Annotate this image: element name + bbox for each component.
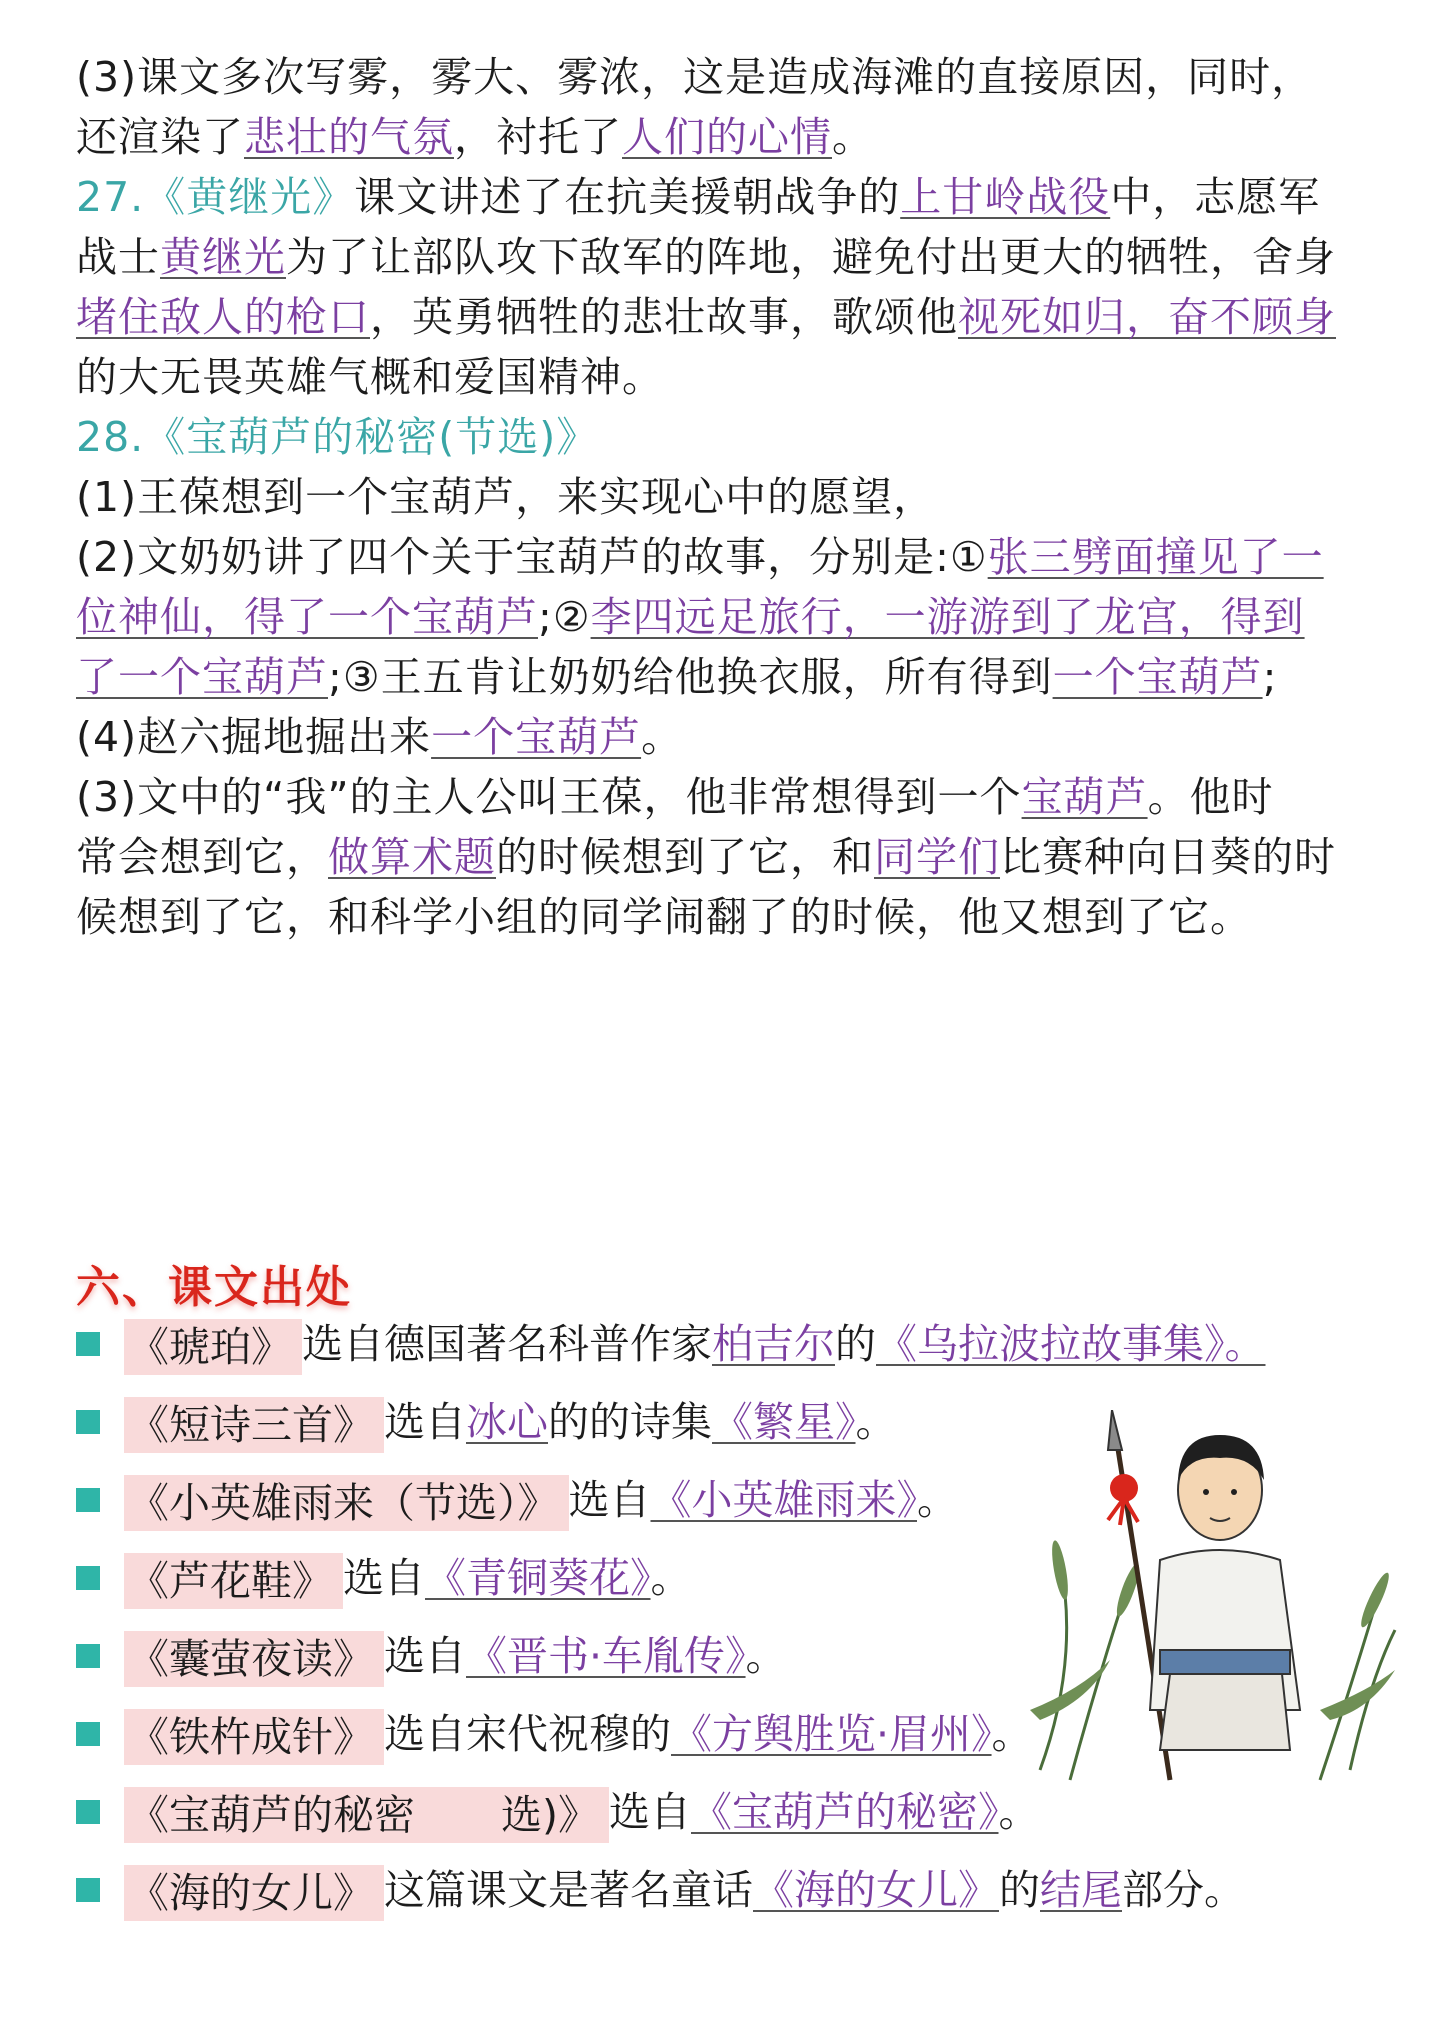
body-text: 。他时 [1147,773,1274,821]
body-text: (4)赵六掘地掘出来 [76,713,432,761]
body-text: 。 [917,1476,958,1524]
teal-square-icon [76,1488,100,1512]
lesson-title [124,1787,609,1843]
body-text: 候想到了它，和科学小组的同学闹翻了的时候，他又想到了它。 [76,893,1252,941]
lesson-title-text: 《芦花鞋》 [128,1557,333,1605]
teal-square-icon [76,1410,100,1434]
body-text: 还渲染了 [76,113,244,161]
source-item [76,1858,1378,1922]
text-line [76,878,1378,956]
answer-text: 张三劈面撞见了一 [987,533,1324,581]
section-title: 六、课文出处 [76,1262,352,1313]
body-text: 选自 [343,1554,425,1602]
answer-text: 做算术题 [328,833,496,881]
body-text: 。 [641,713,684,761]
teal-square-icon [76,1878,100,1902]
lesson-title [124,1319,302,1375]
body-text: (1)王葆想到一个宝葫芦，来实现心中的愿望， [76,473,936,521]
body-text: 选自 [568,1476,651,1524]
answer-text: 《繁星》 [712,1398,856,1446]
boy-with-spear-illustration [1020,1410,1400,1790]
lesson-title-text: 《铁杵成针》 [128,1713,374,1761]
body-text: 部分。 [1122,1866,1245,1914]
answer-text: 冰心 [466,1398,548,1446]
answer-text: 李四远足旅行，一游游到了龙宫，得到 [590,593,1305,641]
lesson-title-text: 《小英雄雨来（节选）》 [128,1479,559,1527]
body-text: (2)文奶奶讲了四个关于宝葫芦的故事，分别是:① [76,533,988,581]
body-text: 。 [745,1632,787,1680]
body-text: ;② [538,593,591,641]
body-text: 。 [832,113,874,161]
body-text: 。 [650,1554,692,1602]
body-text: (3)文中的“我”的主人公叫王葆，他非常想得到一个 [76,773,1022,821]
body-text: ;③王五肯让奶奶给他换衣服，所有得到 [328,653,1053,701]
lesson-title-text: 《海的女儿》 [128,1869,374,1917]
body-text: 比赛种向日葵的时 [1000,833,1336,881]
answer-text: 上甘岭战役 [900,173,1111,221]
teal-square-icon [76,1332,100,1356]
answer-text: 了一个宝葫芦 [76,653,328,701]
answer-text: 位神仙，得了一个宝葫芦 [76,593,538,641]
lesson-title-text: 选)》 [501,1791,599,1839]
answer-text: 《宝葫芦的秘密》 [691,1788,999,1836]
source-item [76,1312,1378,1376]
lesson-title-text: 《囊萤夜读》 [128,1635,374,1683]
lesson-title [124,1865,384,1921]
answer-text: 《青铜葵花》 [425,1554,651,1602]
answer-text: 人们的心情 [622,113,832,161]
lesson-title [124,1709,384,1765]
body-text: 这篇课文是著名童话 [384,1866,753,1914]
answer-text: 《晋书·车胤传》 [466,1632,746,1680]
answer-text: 《海的女儿》 [753,1866,999,1914]
body-text: 的时候想到了它，和 [496,833,874,881]
teal-square-icon [76,1800,100,1824]
lesson-title [124,1631,384,1687]
answer-text: 黄继光 [160,233,286,281]
lesson-title [124,1475,569,1531]
answer-text: 《小英雄雨来》 [650,1476,917,1524]
body-text: (3)课文多次写雾，雾大、雾浓，这是造成海滩的直接原因，同时， [76,53,1314,101]
body-text: 。 [855,1398,897,1446]
body-text: 的大无畏英雄气概和爱国精神。 [76,353,664,401]
lesson-heading: 27.《黄继光》 [76,173,355,221]
obscured-text [415,1787,501,1843]
answer-text: 视死如归，奋不顾身 [958,293,1336,341]
body-text: 选自 [609,1788,691,1836]
lesson-title-text: 《琥珀》 [128,1323,292,1371]
body-text: 选自德国著名科普作家 [302,1320,712,1368]
answer-text: 《方舆胜览·眉州》 [671,1710,992,1758]
lesson-title-text: 《短诗三首》 [128,1401,374,1449]
teal-square-icon [76,1722,100,1746]
answer-text: 一个宝葫芦 [431,713,642,761]
body-text: ，衬托了 [454,113,622,161]
lesson-heading: 28.《宝葫芦的秘密(节选)》 [76,413,599,461]
lesson-title-text: 《宝葫芦的秘密 [128,1791,415,1839]
body-text: 。 [991,1710,1033,1758]
body-text: 为了让部队攻下敌军的阵地，避免付出更大的牺牲，舍身 [286,233,1336,281]
body-text: 选自 [384,1398,466,1446]
answer-text: 《乌拉波拉故事集》。 [876,1320,1266,1368]
answer-text: 堵住敌人的枪口 [76,293,370,341]
answer-text: 悲壮的气氛 [244,113,454,161]
answer-text: 宝葫芦 [1021,773,1148,821]
body-text: 。 [998,1788,1040,1836]
answer-text: 同学们 [874,833,1000,881]
body-text: 的 [835,1320,876,1368]
body-text: 中，志愿军 [1110,173,1321,221]
answer-text: 一个宝葫芦 [1052,653,1263,701]
body-text: 常会想到它， [76,833,328,881]
teal-square-icon [76,1644,100,1668]
answer-text: 柏吉尔 [712,1320,835,1368]
body-text: 战士 [76,233,160,281]
body-text: 的的诗集 [548,1398,712,1446]
body-text: 的 [999,1866,1040,1914]
body-text: 选自宋代祝穆的 [384,1710,671,1758]
teal-square-icon [76,1566,100,1590]
body-text: 课文讲述了在抗美援朝战争的 [354,173,901,221]
lesson-title [124,1397,384,1453]
body-text: ，英勇牺牲的悲壮故事，歌颂他 [370,293,958,341]
answer-text: 结尾 [1040,1866,1122,1914]
body-text: 选自 [384,1632,466,1680]
lesson-title [124,1553,343,1609]
body-text: ; [1262,653,1278,701]
